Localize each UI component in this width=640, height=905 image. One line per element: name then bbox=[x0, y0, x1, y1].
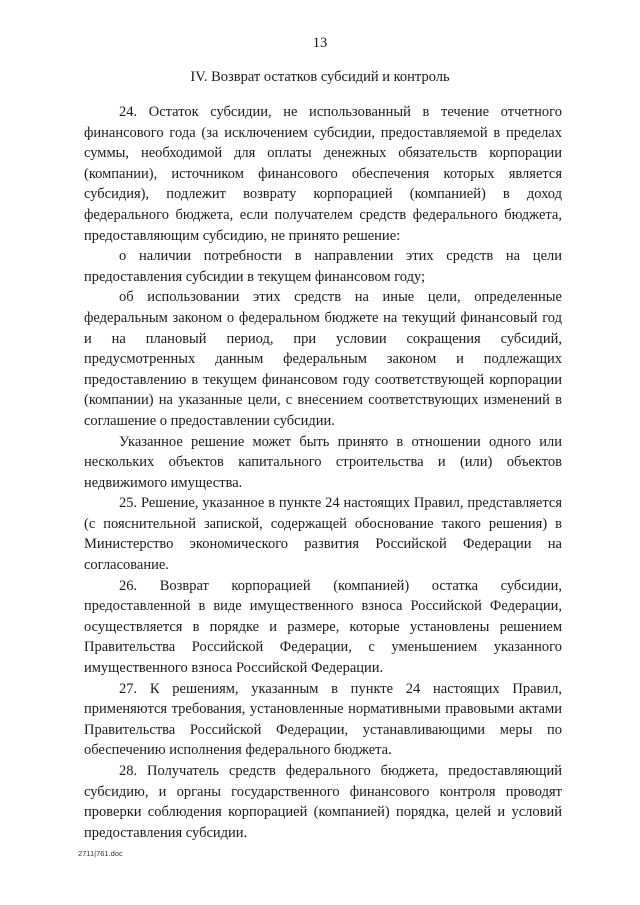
paragraph-27: 27. К решениям, указанным в пункте 24 настоящих Правил, применяются требования, установленные нормативными правовыми актами Правительства Российской Федерации, устанавливающими меры по обеспечению исполнения федерального бюджета. bbox=[84, 680, 562, 759]
file-reference-footer: 2711|761.doc bbox=[78, 849, 123, 858]
section-heading: IV. Возврат остатков субсидий и контроль bbox=[190, 69, 450, 85]
paragraph-24: 24. Остаток субсидии, не использованный в течение отчетного финансового года (за исключением субсидии, предоставляемой в пределах суммы, необходимой для оплаты денежных обязательств корпорации (компании), источником финансового обеспечения которых является субсидия), подлежит возврату корпорацией (компанией) в доход федерального бюджета, если получателем средств федерального бюджета, предоставляющим субсидию, не принято решение: bbox=[84, 104, 562, 244]
paragraph-28: 28. Получатель средств федерального бюджета, предоставляющий субсидию, и органы государственного финансового контроля проводят проверки соблюдения корпорацией (компанией) порядка, целей и условий предоставления субсидии. bbox=[84, 763, 562, 841]
paragraph-24-note: Указанное решение может быть принято в отношении одного или нескольких объектов капитального строительства и (или) объектов недвижимого имущества. bbox=[84, 433, 562, 491]
paragraph-25: 25. Решение, указанное в пункте 24 настоящих Правил, представляется (с пояснительной запиской, содержащей обоснование такого решения) в Министерство экономического развития Российской Федерации на согласование. bbox=[84, 495, 562, 574]
document-body bbox=[84, 102, 562, 843]
paragraph-26: 26. Возврат корпорацией (компанией) остатка субсидии, предоставленной в виде имущественного взноса Российской Федерации, осуществляется в порядке и размере, которые установлены решением Правительства Российской Федерации, с уменьшением указанного имущественного взноса Российской Федерации. bbox=[84, 577, 562, 677]
page-number: 13 bbox=[312, 35, 328, 51]
paragraph-24-option-2: об использовании этих средств на иные цели, определенные федеральным законом о федеральном бюджете на текущий финансовый год и на плановый период, при условии сокращения субсидий, предусмотренных данным федеральным законом и подлежащих предоставлению в текущем финансовом году соответствующей корпорации (компании) на указанные цели, с внесением соответствующих изменений в соглашение о предоставлении субсидии. bbox=[84, 289, 562, 429]
paragraph-24-option-1: о наличии потребности в направлении этих средств на цели предоставления субсидии в текущем финансовом году; bbox=[84, 248, 562, 285]
